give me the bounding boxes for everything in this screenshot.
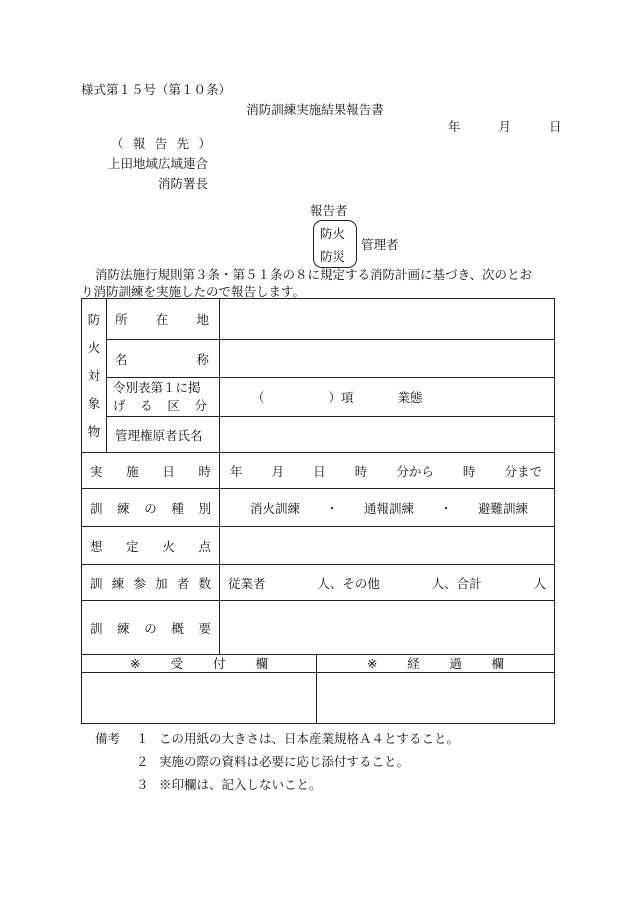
label-char: 数 [198, 575, 211, 591]
date-month: 月 [498, 119, 511, 134]
label-char: 名 [115, 351, 128, 367]
note-text: ※印欄は、記入しないこと。 [159, 777, 322, 792]
label-char: 別 [198, 500, 211, 516]
hdr-char: 受 [170, 656, 183, 671]
label-char: 在 [155, 312, 169, 327]
side-label-char: 火 [87, 339, 101, 355]
fire-object-label [82, 299, 107, 453]
label-char: 火 [162, 538, 175, 554]
dt-part: 年 [230, 463, 243, 479]
dt-part: 時 [462, 463, 476, 479]
owner-field[interactable] [220, 417, 555, 453]
note-text: 実施の際の資料は必要に応じ添付すること。 [159, 754, 410, 769]
label-char: 施 [126, 463, 139, 479]
hdr-char: 過 [449, 656, 462, 671]
receipt-header [82, 655, 317, 673]
dt-part: 月 [271, 463, 285, 479]
label-char: 加 [155, 575, 168, 591]
note-number: １ [136, 731, 149, 746]
label-char: 練 [111, 575, 125, 591]
label-char: 概 [171, 620, 184, 636]
participants-field[interactable] [220, 565, 555, 601]
receipt-field[interactable] [82, 673, 317, 724]
table-row [82, 453, 555, 489]
participant-part: 人、合計 [431, 575, 482, 591]
hdr-char: 欄 [255, 656, 268, 671]
training-type-option[interactable]: 避難訓練 [477, 500, 528, 516]
summary-field[interactable] [220, 601, 555, 655]
type-separator: ・ [439, 500, 453, 516]
table-row [82, 489, 555, 527]
type-separator: ・ [325, 500, 339, 516]
label-char: 想 [90, 538, 103, 554]
progress-field[interactable] [317, 673, 555, 724]
label-char: 分 [194, 398, 207, 413]
table-row [82, 378, 555, 417]
dt-part: 分まで [504, 463, 542, 479]
label-char: 定 [126, 538, 139, 554]
table-row [82, 601, 555, 655]
category-label [107, 378, 220, 417]
table-row [82, 417, 555, 453]
training-type-label [82, 489, 220, 527]
document-title: 消防訓練実施結果報告書 [246, 102, 384, 117]
table-row [82, 565, 555, 601]
category-business-type: 業態 [397, 390, 423, 405]
dt-part: 分から [396, 463, 434, 479]
label-char: 者 [176, 575, 190, 591]
report-table [81, 298, 555, 655]
table-row [82, 655, 555, 673]
category-field[interactable] [220, 378, 555, 417]
label-char: 訓 [90, 575, 103, 591]
training-type-option[interactable]: 消火訓練 [250, 500, 301, 516]
participant-part: 人 [533, 575, 546, 591]
bracket-fire: 防火 [320, 226, 346, 241]
datetime-field[interactable] [220, 453, 555, 489]
label-char: 練 [117, 620, 130, 636]
hdr-char: 経 [407, 656, 420, 671]
side-label-char: 物 [87, 423, 101, 439]
label-char: 称 [196, 351, 209, 367]
intro-line-1: 消防法施行規則第３条・第５１条の８に規定する消防計画に基づき、次のとお [95, 267, 533, 282]
side-label-char: 防 [87, 311, 101, 327]
dt-part: 日 [313, 463, 326, 479]
progress-header [317, 655, 555, 673]
summary-label [82, 601, 220, 655]
training-type-option[interactable]: 通報訓練 [363, 500, 414, 516]
label-char: の [144, 500, 157, 516]
label-char: 点 [198, 538, 211, 554]
hdr-char: ※ [367, 656, 378, 671]
recipient-heading-char: 告 [154, 136, 168, 151]
hdr-char: 欄 [491, 656, 504, 671]
category-label-line1: 令別表第１に掲 [113, 380, 201, 395]
name-field[interactable] [220, 340, 555, 378]
notes-label: 備考 [95, 731, 121, 746]
table-row [82, 673, 555, 724]
category-item: ）項 [328, 390, 354, 405]
owner-label: 管理権原者氏名 [107, 417, 220, 453]
participants-label [82, 565, 220, 601]
training-type-field[interactable] [220, 489, 555, 527]
address-field[interactable] [220, 299, 555, 340]
label-char: 訓 [90, 500, 103, 516]
label-char: 所 [115, 312, 128, 327]
table-row [82, 299, 555, 340]
recipient-heading-char: （ [111, 136, 124, 151]
table-row [82, 527, 555, 565]
label-char: 地 [196, 312, 209, 327]
recipient-org: 上田地域広域連合 [108, 156, 209, 171]
label-char: 実 [90, 463, 103, 479]
intro-line-2: り消防訓練を実施したので報告します。 [81, 284, 306, 299]
recipient-heading-char: 先 [176, 136, 190, 151]
assumed-fire-label [82, 527, 220, 565]
date-day: 日 [548, 119, 562, 134]
side-label-char: 対 [87, 367, 101, 383]
note-number: ３ [136, 777, 149, 792]
datetime-label [82, 453, 220, 489]
address-label [107, 299, 220, 340]
assumed-fire-field[interactable] [220, 527, 555, 565]
label-char: 日 [162, 463, 175, 479]
reporter-role: 管理者 [361, 237, 399, 252]
category-open-paren: （ [252, 390, 265, 405]
label-char: 種 [171, 500, 184, 516]
label-char: の [144, 620, 157, 636]
participant-part: 従業者 [228, 575, 266, 591]
label-char: 参 [133, 575, 146, 591]
side-label-char: 象 [87, 395, 101, 411]
reception-table [81, 654, 555, 724]
label-char: げ [113, 398, 126, 413]
recipient-heading [111, 138, 211, 151]
label-char: る [140, 398, 153, 413]
date-line [448, 121, 561, 134]
label-char: 時 [198, 463, 211, 479]
participant-part: 人、その他 [317, 575, 380, 591]
label-char: 要 [198, 620, 211, 636]
label-char: 訓 [90, 620, 103, 636]
dt-part: 時 [354, 463, 368, 479]
recipient-chief: 消防署長 [158, 176, 209, 191]
label-char: 練 [117, 500, 130, 516]
reporter-label: 報告者 [310, 203, 348, 218]
date-year: 年 [448, 119, 461, 134]
label-char: 区 [167, 398, 180, 413]
recipient-heading-char: 報 [132, 136, 146, 151]
hdr-char: 付 [212, 656, 226, 671]
hdr-char: ※ [130, 656, 141, 671]
name-label [107, 340, 220, 378]
form-number: 様式第１５号（第１０条） [81, 82, 232, 97]
bracket-disaster: 防災 [320, 249, 346, 264]
note-number: ２ [136, 754, 149, 769]
note-text: この用紙の大きさは、日本産業規格Ａ４とすること。 [159, 731, 460, 746]
table-row [82, 340, 555, 378]
recipient-heading-char: ） [198, 136, 211, 151]
